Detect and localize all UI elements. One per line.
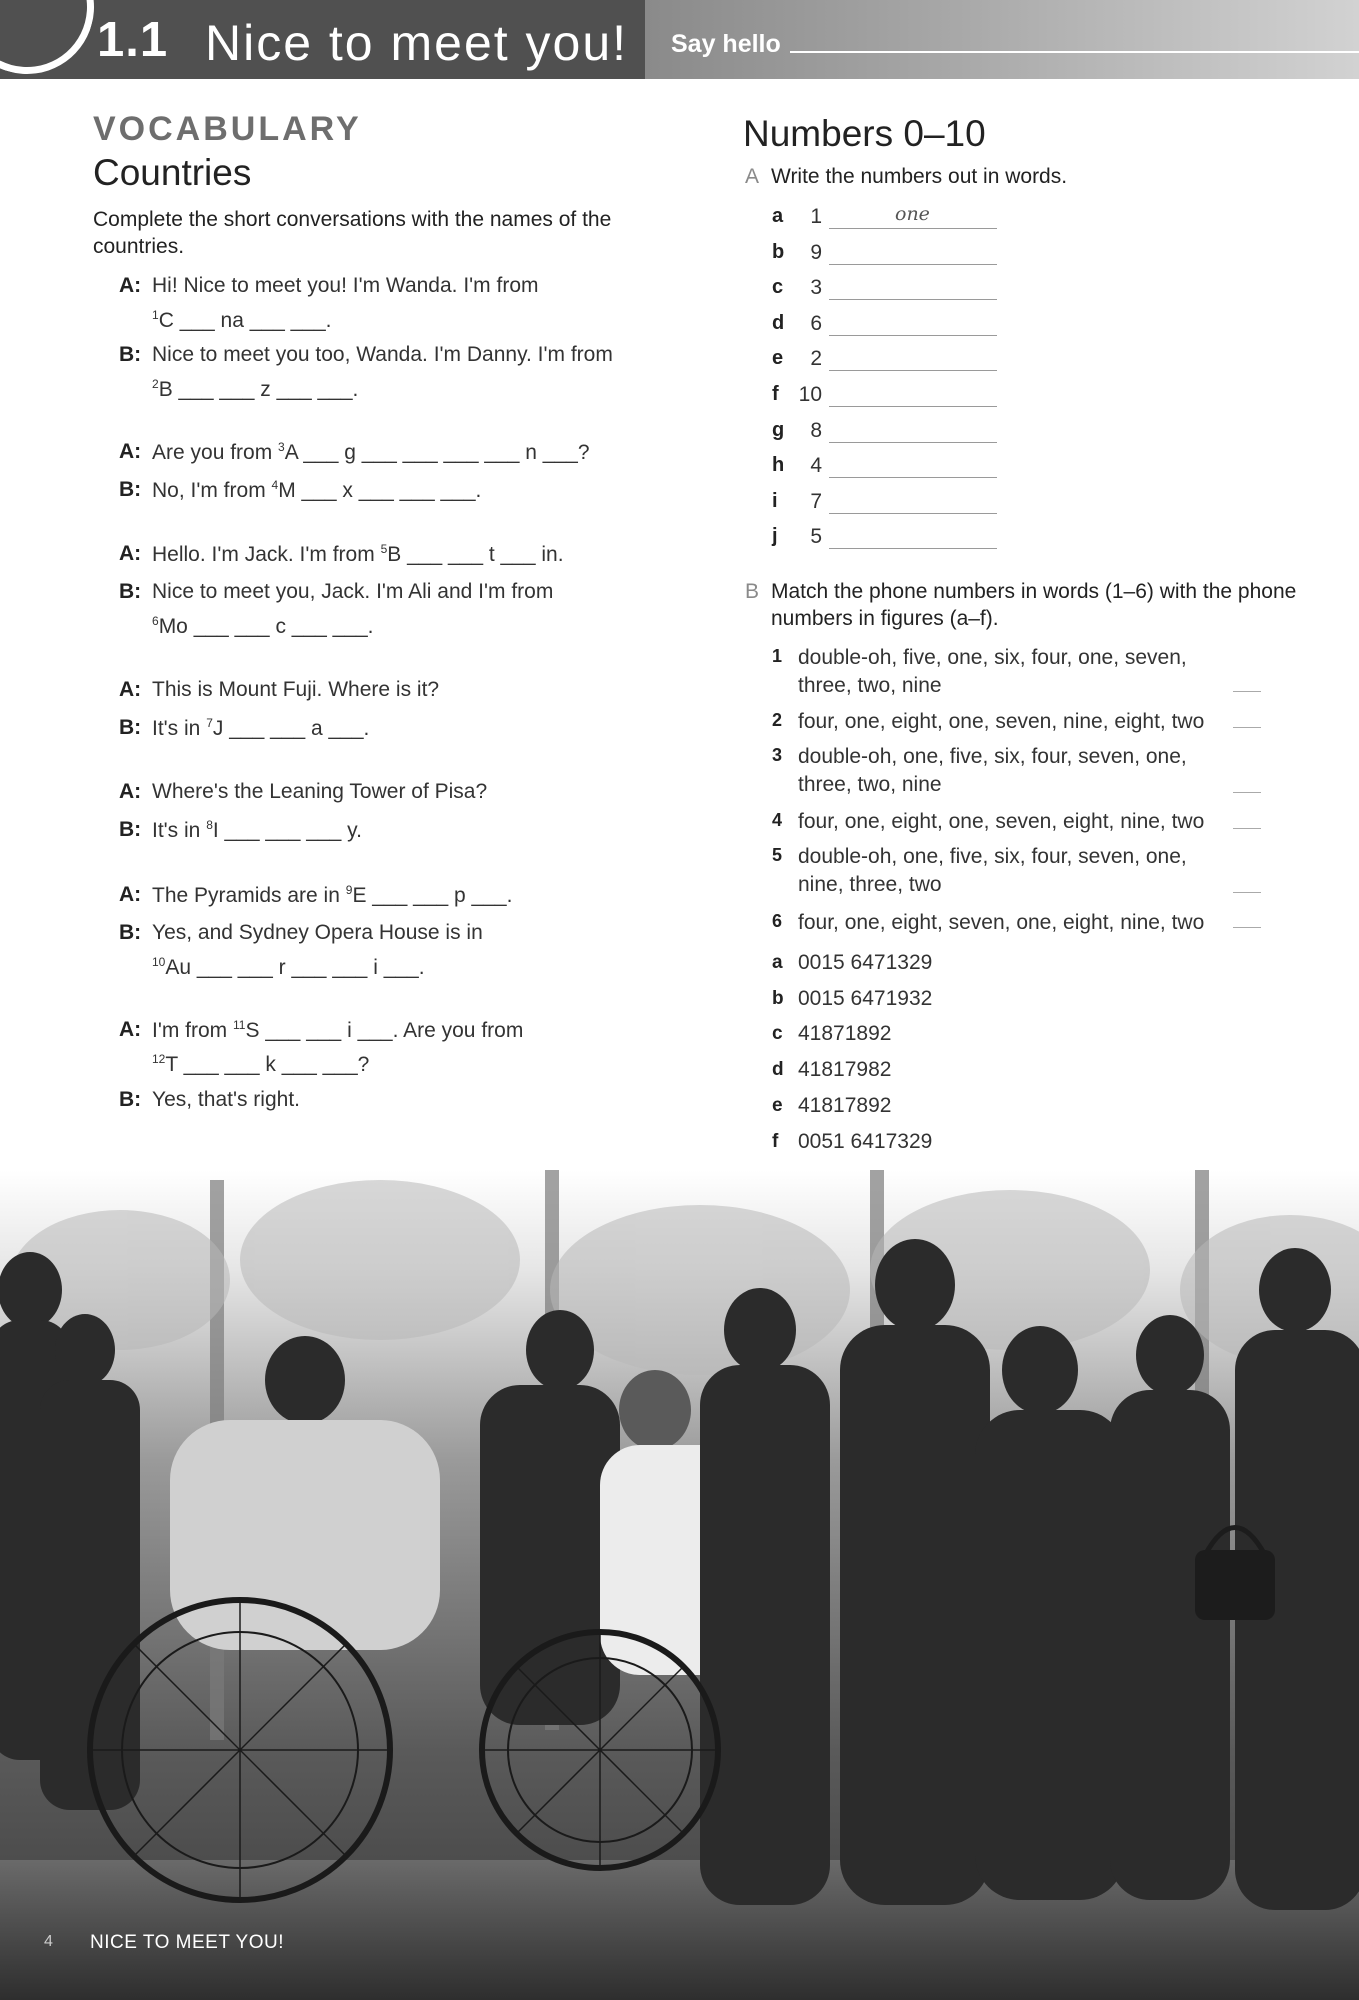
dialogue-line: Yes, that's right. <box>152 1088 300 1111</box>
dialogue-gap-text[interactable]: B ___ ___ z ___ ___. <box>158 378 359 401</box>
item-number: 8 <box>810 418 822 442</box>
speaker-label: B: <box>119 580 142 603</box>
exercise-a-letter: A <box>745 165 760 188</box>
dialogue-line: Where's the Leaning Tower of Pisa? <box>152 780 488 803</box>
dialogue-gap-text[interactable]: I ___ ___ ___ y. <box>212 819 362 842</box>
answer-line[interactable] <box>829 453 997 478</box>
match-answer-blank[interactable] <box>1233 828 1261 829</box>
speaker-label: B: <box>119 716 142 739</box>
header-rule <box>790 51 1359 53</box>
phone-word-number: 5 <box>772 845 783 865</box>
phone-word-number: 3 <box>772 745 783 765</box>
item-letter: a <box>772 205 784 227</box>
speaker-label: A: <box>119 1018 142 1041</box>
phone-number-words: double-oh, one, five, six, four, seven, one, nine, three, two <box>798 845 1187 896</box>
dialogue-gap-text[interactable]: A ___ g ___ ___ ___ ___ n ___? <box>284 441 590 464</box>
gap-number: 3 <box>278 440 285 454</box>
phone-word-number: 4 <box>772 810 783 830</box>
handwritten-answer: one <box>895 203 930 225</box>
item-number: 4 <box>810 454 822 478</box>
gap-number: 7 <box>206 716 213 730</box>
dialogue-line <box>152 716 369 741</box>
phone-number-figures: 0015 6471932 <box>798 986 933 1010</box>
item-number: 2 <box>810 347 822 371</box>
dialogue-line <box>152 1018 523 1043</box>
answer-line[interactable] <box>829 418 997 443</box>
dialogue-line <box>152 818 362 843</box>
match-answer-blank[interactable] <box>1233 927 1261 928</box>
item-letter: i <box>772 489 778 512</box>
phone-word-number: 1 <box>772 646 783 666</box>
phone-word-number: 2 <box>772 710 783 730</box>
gap-number: 4 <box>271 478 279 492</box>
answer-line[interactable] <box>829 240 997 265</box>
item-letter: j <box>772 525 778 548</box>
phone-number-figures: 0015 6471329 <box>798 951 933 974</box>
phone-figure-letter: d <box>772 1059 784 1081</box>
dialogue-text: It's in <box>152 819 207 842</box>
gap-number: 10 <box>152 955 166 969</box>
dialogue-line-continued <box>152 614 374 639</box>
item-number: 6 <box>810 311 822 335</box>
phone-figure-letter: f <box>772 1130 779 1152</box>
section-label: Say hello <box>671 30 781 58</box>
gap-number: 2 <box>152 377 159 391</box>
gap-number: 6 <box>152 614 159 628</box>
unit-number: 1.1 <box>97 13 169 67</box>
phone-figure-letter: b <box>772 987 784 1009</box>
dialogue-line <box>152 478 481 503</box>
item-letter: e <box>772 347 784 370</box>
item-letter: c <box>772 276 784 299</box>
match-answer-blank[interactable] <box>1233 892 1261 893</box>
item-letter: g <box>772 418 785 441</box>
dialogue-text: The Pyramids are in <box>152 884 346 907</box>
item-number: 10 <box>798 383 822 406</box>
vocabulary-subheading: Countries <box>93 152 252 193</box>
dialogue-line-continued <box>152 955 425 980</box>
phone-number-figures: 41817982 <box>798 1058 892 1082</box>
running-title: NICE TO MEET YOU! <box>90 1932 284 1953</box>
item-number: 9 <box>810 240 822 264</box>
speaker-label: B: <box>119 478 142 501</box>
phone-number-words: four, one, eight, one, seven, eight, nine, two <box>798 810 1205 833</box>
speaker-label: B: <box>119 1088 142 1111</box>
numbers-title: Numbers 0–10 <box>743 113 986 154</box>
item-letter: f <box>772 383 779 405</box>
speaker-label: B: <box>119 818 142 841</box>
answer-line[interactable] <box>829 382 997 407</box>
phone-number-figures: 41871892 <box>798 1022 892 1046</box>
phone-figure-letter: a <box>772 952 783 973</box>
match-answer-blank[interactable] <box>1233 691 1261 692</box>
dialogue-line <box>152 440 590 465</box>
dialogue-gap-text[interactable]: E ___ ___ p ___. <box>352 884 513 907</box>
item-number: 7 <box>810 489 822 513</box>
item-number: 1 <box>810 205 822 228</box>
match-answer-blank[interactable] <box>1233 792 1261 793</box>
dialogue-line: Hi! Nice to meet you! I'm Wanda. I'm from <box>152 274 539 297</box>
speaker-label: B: <box>119 343 142 366</box>
phone-number-words: four, one, eight, seven, one, eight, nine, two <box>798 911 1205 934</box>
gap-number: 5 <box>380 542 388 556</box>
dialogue-line: Yes, and Sydney Opera House is in <box>152 921 483 944</box>
phone-number-words: double-oh, five, one, six, four, one, seven, three, two, nine <box>798 646 1187 697</box>
dialogue-gap-text[interactable]: S ___ ___ i ___. Are you from <box>245 1019 524 1042</box>
phone-figure-letter: e <box>772 1094 783 1116</box>
dialogue-text: Are you from <box>152 441 279 464</box>
phone-number-figures: 41817892 <box>798 1093 892 1117</box>
item-letter: h <box>772 454 785 477</box>
dialogue-line-continued <box>152 377 358 402</box>
answer-line[interactable] <box>829 311 997 336</box>
vocabulary-instruction: Complete the short conversations with the names of the countries. <box>93 208 612 258</box>
exercise-a-instruction: Write the numbers out in words. <box>771 165 1068 188</box>
dialogue-line <box>152 883 512 908</box>
crowd-photo <box>0 1170 1359 2000</box>
dialogue-line: This is Mount Fuji. Where is it? <box>152 678 440 701</box>
phone-number-words: double-oh, one, five, six, four, seven, one, three, two, nine <box>798 745 1187 796</box>
dialogue-text: It's in <box>152 717 207 740</box>
dialogue-line-continued <box>152 308 332 333</box>
gap-number: 9 <box>345 883 353 897</box>
dialogue-text: Hello. I'm Jack. I'm from <box>152 543 381 566</box>
gap-number: 11 <box>233 1018 246 1032</box>
answer-line[interactable] <box>829 524 997 549</box>
dialogue-line <box>152 542 564 567</box>
phone-figure-letter: c <box>772 1023 783 1045</box>
dialogue-gap-text[interactable]: J ___ ___ a ___. <box>212 717 370 740</box>
dialogue-line: Nice to meet you, Jack. I'm Ali and I'm from <box>152 580 554 603</box>
match-answer-blank[interactable] <box>1233 727 1261 728</box>
gap-number: 12 <box>152 1052 166 1066</box>
answer-line[interactable] <box>829 346 997 371</box>
item-letter: d <box>772 311 785 334</box>
crowd-photo-illustration <box>0 1170 1359 2000</box>
dialogue-text: No, I'm from <box>152 479 272 502</box>
answer-line[interactable] <box>829 489 997 514</box>
dialogue-text: I'm from <box>152 1019 234 1042</box>
phone-word-number: 6 <box>772 911 783 931</box>
gap-number: 8 <box>206 818 213 832</box>
item-number: 5 <box>810 525 822 549</box>
speaker-label: A: <box>119 678 142 701</box>
phone-number-words: four, one, eight, one, seven, nine, eight, two <box>798 710 1205 733</box>
dialogue-gap-text[interactable]: C ___ na ___ ___. <box>158 309 332 332</box>
speaker-label: A: <box>119 883 142 906</box>
speaker-label: A: <box>119 780 142 803</box>
page-number: 4 <box>44 1933 53 1950</box>
speaker-label: A: <box>119 542 142 565</box>
dialogue-line: Nice to meet you too, Wanda. I'm Danny. I'm from <box>152 343 613 366</box>
phone-number-figures: 0051 6417329 <box>798 1129 933 1153</box>
dialogue-gap-text[interactable]: T ___ ___ k ___ ___? <box>165 1053 370 1076</box>
dialogue-gap-text[interactable]: Mo ___ ___ c ___ ___. <box>158 615 374 638</box>
dialogue-gap-text[interactable]: Au ___ ___ r ___ ___ i ___. <box>165 956 425 979</box>
vocabulary-heading: VOCABULARY <box>93 110 362 148</box>
exercise-b-instruction: Match the phone numbers in words (1–6) with the phone numbers in figures (a–f). <box>771 580 1297 630</box>
unit-title: Nice to meet you! <box>205 15 629 71</box>
dialogue-gap-text[interactable]: M ___ x ___ ___ ___. <box>278 479 482 502</box>
dialogue-gap-text[interactable]: B ___ ___ t ___ in. <box>387 543 564 566</box>
gap-number: 1 <box>152 308 159 322</box>
item-letter: b <box>772 240 785 263</box>
exercise-b-letter: B <box>745 580 760 603</box>
speaker-label: B: <box>119 921 142 944</box>
speaker-label: A: <box>119 440 142 463</box>
dialogue-line-continued <box>152 1052 369 1077</box>
item-number: 3 <box>810 276 822 300</box>
answer-line[interactable] <box>829 275 997 300</box>
speaker-label: A: <box>119 274 142 297</box>
